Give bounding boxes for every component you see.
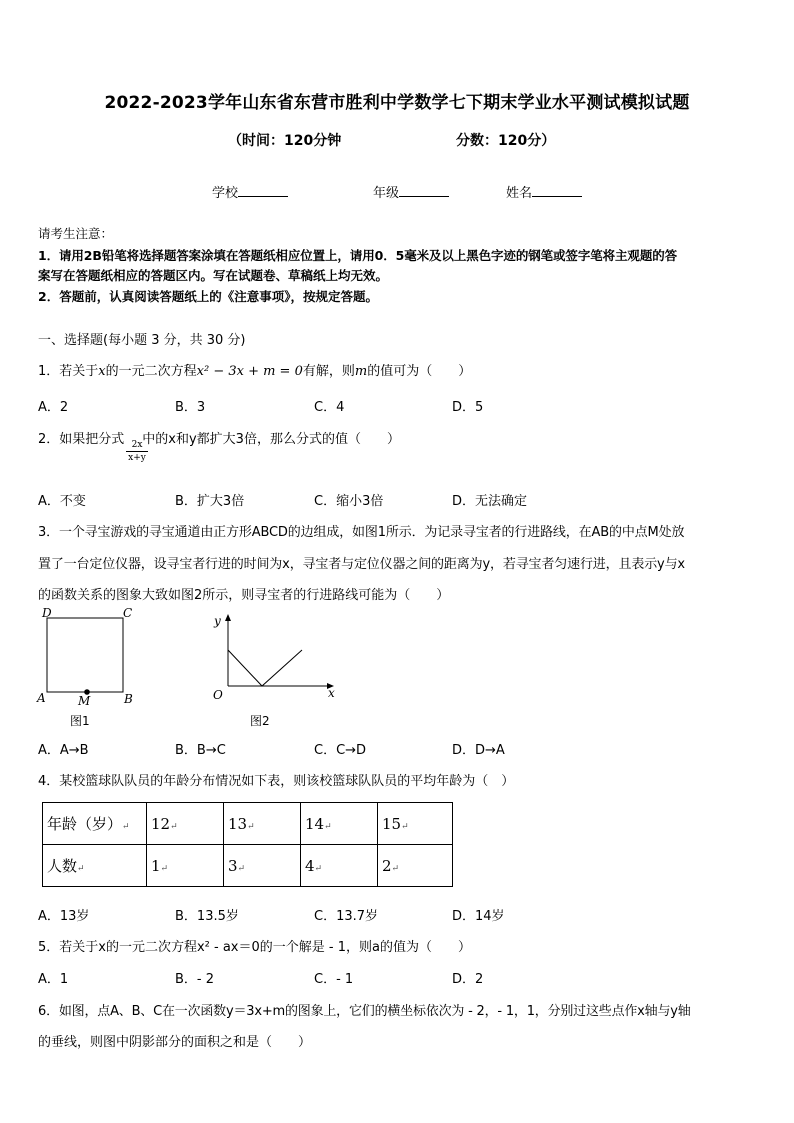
q1-option-b: B．3: [175, 400, 206, 415]
q5-option-a: A．1: [38, 972, 69, 987]
q5-option-b: B．- 2: [175, 972, 215, 987]
notice-line-1: 1．请用2B铅笔将选择题答案涂填在答题纸相应位置上，请用0．5毫米及以上黑色字迹的钢笔或签字笔将主观题的答: [38, 248, 678, 263]
school-blank: [238, 184, 288, 197]
figure-2-caption: 图2: [250, 714, 270, 728]
question-1: 1．若关于x的一元二次方程x² − 3x + m = 0有解，则m的值可为（ ）: [38, 364, 472, 379]
table-row: [43, 803, 453, 845]
grade-field: [373, 182, 449, 201]
table-cell: 14↵: [301, 803, 378, 845]
label-y: y: [214, 614, 221, 628]
label-b: B: [124, 692, 133, 706]
q1-option-c: C．4: [314, 400, 345, 415]
q2-option-d: D．无法确定: [452, 494, 528, 509]
table-cell: 3↵: [224, 845, 301, 887]
fraction-bar: [126, 451, 148, 452]
label-x: x: [328, 686, 335, 700]
name-blank: [532, 184, 582, 197]
table-cell: 4↵: [301, 845, 378, 887]
figure-2: [204, 608, 344, 732]
q2-option-a: A．不变: [38, 494, 86, 509]
var-m: m: [354, 364, 368, 379]
q2-option-b: B．扩大3倍: [175, 494, 245, 509]
question-6-line-1: 6．如图，点A、B、C在一次函数y＝3x+m的图象上，它们的横坐标依次为 - 2，- 1，1，分别过这些点作x轴与y轴: [38, 1004, 691, 1019]
notice-line-3: 2．答题前，认真阅读答题纸上的《注意事项》，按规定答题。: [38, 289, 378, 304]
q1-option-d: D．5: [452, 400, 484, 415]
label-m: M: [78, 694, 91, 708]
label-a: A: [37, 691, 46, 705]
graph-line: [228, 650, 302, 686]
q4-option-d: D．14岁: [452, 909, 505, 924]
notice-heading: 请考生注意：: [38, 226, 114, 241]
label-origin: O: [213, 688, 223, 702]
section-heading: 一、选择题(每小题 3 分，共 30 分): [38, 333, 246, 348]
question-6-line-2: 的垂线，则图中阴影部分的面积之和是（ ）: [38, 1035, 312, 1050]
question-3-line-2: 置了一台定位仪器，设寻宝者行进的时间为x，寻宝者与定位仪器之间的距离为y，若寻宝者匀速行进，且表示y与x: [38, 557, 685, 572]
equation: x² − 3x + m = 0: [196, 364, 303, 379]
score-label: 分数：120分）: [456, 133, 556, 149]
table-cell: 年龄（岁）↵: [43, 803, 147, 845]
name-label: 姓名: [506, 186, 533, 201]
table-cell: 2↵: [378, 845, 453, 887]
q4-option-c: C．13.7岁: [314, 909, 379, 924]
question-3-line-3: 的函数关系的图象大致如图2所示，则寻宝者的行进路线可能为（ ）: [38, 588, 450, 603]
q4-option-b: B．13.5岁: [175, 909, 239, 924]
q1-option-a: A．2: [38, 400, 69, 415]
q5-option-d: D．2: [452, 972, 484, 987]
table-row: [43, 845, 453, 887]
square-abcd: [47, 618, 123, 692]
table-cell: 15↵: [378, 803, 453, 845]
name-field: [506, 182, 582, 201]
q2-option-c: C．缩小3倍: [314, 494, 384, 509]
fraction-numerator: 2x: [131, 440, 143, 450]
q3-option-c: C．C→D: [314, 743, 367, 758]
question-5: 5．若关于x的一元二次方程x² - ax＝0的一个解是 - 1，则a的值为（ ）: [38, 940, 471, 955]
var-x: x: [98, 364, 106, 379]
school-field: [212, 182, 288, 201]
fraction-denominator: x+y: [128, 453, 146, 463]
fraction: [126, 440, 148, 463]
question-4: 4．某校篮球队队员的年龄分布情况如下表，则该校篮球队队员的平均年龄为（ ）: [38, 774, 515, 789]
table-cell: 12↵: [147, 803, 224, 845]
age-table: [42, 802, 453, 887]
label-c: C: [123, 606, 133, 620]
question-3-line-1: 3．一个寻宝游戏的寻宝通道由正方形ABCD的边组成，如图1所示．为记录寻宝者的行进路线，在AB的中点M处放: [38, 525, 685, 540]
time-label: （时间：120分钟: [228, 133, 342, 149]
q4-option-a: A．13岁: [38, 909, 90, 924]
school-label: 学校: [212, 186, 239, 201]
table-cell: 13↵: [224, 803, 301, 845]
q3-option-a: A．A→B: [38, 743, 89, 758]
label-d: D: [42, 606, 52, 620]
table-cell: 1↵: [147, 845, 224, 887]
grade-label: 年级: [373, 186, 400, 201]
q5-option-c: C．- 1: [314, 972, 354, 987]
figure-1-caption: 图1: [70, 714, 90, 728]
grade-blank: [399, 184, 449, 197]
question-2: 2．如果把分式 中的x和y都扩大3倍，那么分式的值（ ）: [38, 432, 400, 447]
q3-option-d: D．D→A: [452, 743, 505, 758]
figure-1: [34, 604, 144, 732]
notice-line-2: 案写在答题纸相应的答题区内。写在试题卷、草稿纸上均无效。: [38, 268, 389, 283]
q3-option-b: B．B→C: [175, 743, 226, 758]
page-title: 2022-2023学年山东省东营市胜利中学数学七下期末学业水平测试模拟试题: [104, 93, 690, 113]
y-arrow: [225, 614, 231, 621]
table-cell: 人数↵: [43, 845, 147, 887]
